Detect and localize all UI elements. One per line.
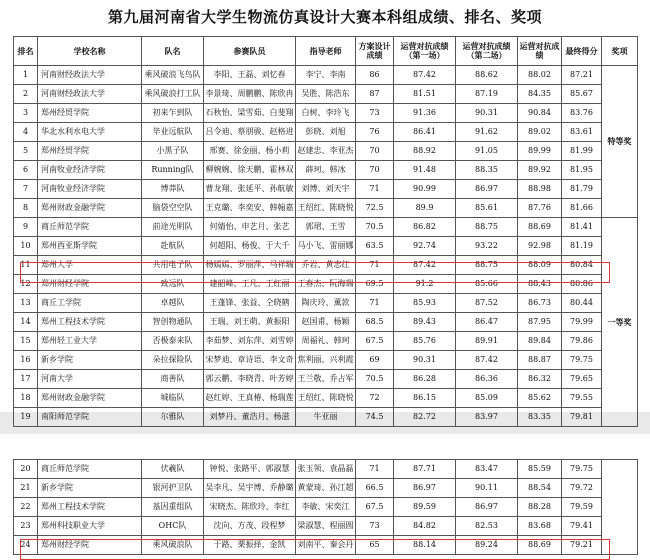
cell-members: 何超阳、杨俊、于大千	[204, 237, 296, 256]
cell-s2: 93.22	[456, 237, 518, 256]
header-final: 最终得分	[562, 37, 602, 66]
cell-advisor: 白树、李玲飞	[296, 104, 356, 123]
cell-advisor: 乔岩、黄志红	[296, 256, 356, 275]
cell-team: 博莽队	[142, 180, 204, 199]
cell-team: 商善队	[142, 370, 204, 389]
cell-team: 伏羲队	[142, 460, 204, 479]
cell-s1: 87.71	[394, 460, 456, 479]
cell-team: 城临队	[142, 389, 204, 408]
cell-s1: 89.59	[394, 498, 456, 517]
header-rank: 排名	[14, 37, 38, 66]
cell-s1: 86.41	[394, 123, 456, 142]
cell-final: 80.86	[562, 275, 602, 294]
cell-school: 华北水利水电大学	[38, 123, 142, 142]
cell-s1: 91.36	[394, 104, 456, 123]
cell-team: 乘风破浪队	[142, 536, 204, 555]
cell-team: 初来乍到队	[142, 104, 204, 123]
cell-advisor: 王兰敬、乔占军	[296, 370, 356, 389]
cell-advisor: 彭晓、刘旭	[296, 123, 356, 142]
cell-design: 69	[356, 351, 394, 370]
cell-team: 致远队	[142, 275, 204, 294]
cell-s2: 85.09	[456, 389, 518, 408]
cell-design: 73	[356, 104, 394, 123]
cell-s2: 87.42	[456, 351, 518, 370]
cell-s1: 88.92	[394, 142, 456, 161]
cell-school: 河南财经政法大学	[38, 66, 142, 85]
cell-school: 郑州财经学院	[38, 275, 142, 294]
cell-team: 赴航队	[142, 237, 204, 256]
cell-rank: 15	[14, 332, 38, 351]
cell-school: 郑州工程技术学院	[38, 498, 142, 517]
cell-advisor: 焦利丽、兴利霞	[296, 351, 356, 370]
cell-final: 79.75	[562, 351, 602, 370]
cell-school: 郑州经贸学院	[38, 104, 142, 123]
cell-team: OHC队	[142, 517, 204, 536]
cell-final: 80.84	[562, 256, 602, 275]
cell-final: 79.99	[562, 313, 602, 332]
cell-avg: 92.98	[518, 237, 562, 256]
cell-s1: 81.51	[394, 85, 456, 104]
cell-avg: 89.02	[518, 123, 562, 142]
table-row	[14, 199, 638, 218]
cell-final: 79.65	[562, 370, 602, 389]
cell-final: 79.41	[562, 517, 602, 536]
cell-advisor: 陶庆玲、薰款	[296, 294, 356, 313]
cell-final: 79.86	[562, 332, 602, 351]
cell-team: 银河护卫队	[142, 479, 204, 498]
cell-rank: 3	[14, 104, 38, 123]
cell-final: 79.72	[562, 479, 602, 498]
cell-team: 否极泰来队	[142, 332, 204, 351]
cell-advisor: 王绍红、陈晓悦	[296, 389, 356, 408]
cell-members: 赵红婷、王真椿、杨瑞莲	[204, 389, 296, 408]
cell-rank: 20	[14, 460, 38, 479]
award-cell-empty	[602, 460, 638, 555]
table-row	[14, 218, 638, 237]
cell-final: 81.66	[562, 199, 602, 218]
cell-s2: 87.19	[456, 85, 518, 104]
cell-avg: 87.76	[518, 199, 562, 218]
cell-avg: 88.54	[518, 479, 562, 498]
cell-s1: 87.42	[394, 66, 456, 85]
cell-s1: 85.93	[394, 294, 456, 313]
cell-design: 70.5	[356, 370, 394, 389]
cell-s1: 91.48	[394, 161, 456, 180]
cell-school: 商丘工学院	[38, 294, 142, 313]
cell-advisor: 郭珺、王雪	[296, 218, 356, 237]
cell-avg: 90.84	[518, 104, 562, 123]
cell-s1: 89.43	[394, 313, 456, 332]
cell-avg: 83.35	[518, 408, 562, 427]
table-row	[14, 536, 638, 555]
cell-team: 脑袋空空队	[142, 199, 204, 218]
cell-final: 81.41	[562, 218, 602, 237]
cell-members: 吕令迪、蔡朋骏、赵格进	[204, 123, 296, 142]
table-row	[14, 517, 638, 536]
cell-s1: 86.28	[394, 370, 456, 389]
cell-design: 70	[356, 142, 394, 161]
table-row	[14, 104, 638, 123]
cell-team: 共用电子队	[142, 256, 204, 275]
cell-members: 沈向、方茂、段程梦	[204, 517, 296, 536]
cell-school: 河南财经政法大学	[38, 85, 142, 104]
cell-s1: 86.15	[394, 389, 456, 408]
cell-advisor: 张玉领、袁晶磊	[296, 460, 356, 479]
table-row	[14, 161, 638, 180]
cell-design: 68.5	[356, 313, 394, 332]
table-row	[14, 294, 638, 313]
cell-design: 86	[356, 66, 394, 85]
cell-avg: 86.32	[518, 370, 562, 389]
table-row	[14, 332, 638, 351]
cell-school: 商丘师范学院	[38, 460, 142, 479]
table-row	[14, 498, 638, 517]
cell-avg: 88.43	[518, 275, 562, 294]
cell-rank: 2	[14, 85, 38, 104]
cell-s1: 84.82	[394, 517, 456, 536]
cell-advisor: 王绍红、陈晓悦	[296, 199, 356, 218]
cell-design: 71	[356, 180, 394, 199]
cell-rank: 6	[14, 161, 38, 180]
cell-advisor: 牛亚丽	[296, 408, 356, 427]
cell-advisor: 周福礼、韩珂	[296, 332, 356, 351]
cell-final: 79.75	[562, 460, 602, 479]
cell-members: 曹龙翔、张延平、孙航敏	[204, 180, 296, 199]
cell-avg: 88.69	[518, 218, 562, 237]
header-team: 队名	[142, 37, 204, 66]
header-s2: 运营对抗成绩（第二场）	[456, 37, 518, 66]
cell-final: 79.55	[562, 389, 602, 408]
cell-school: 郑州科技职业大学	[38, 517, 142, 536]
cell-s2: 85.61	[456, 199, 518, 218]
cell-s2: 86.97	[456, 498, 518, 517]
cell-advisor: 赵建忠、李亚杰	[296, 142, 356, 161]
cell-team: 卓越队	[142, 294, 204, 313]
cell-rank: 17	[14, 370, 38, 389]
cell-s1: 86.82	[394, 218, 456, 237]
cell-school: 河南牧业经济学院	[38, 180, 142, 199]
cell-design: 87	[356, 85, 394, 104]
cell-s2: 91.62	[456, 123, 518, 142]
cell-s1: 87.42	[394, 256, 456, 275]
cell-final: 81.99	[562, 142, 602, 161]
cell-s2: 91.05	[456, 142, 518, 161]
cell-design: 65	[356, 536, 394, 555]
cell-design: 71	[356, 294, 394, 313]
cell-school: 郑州经贸学院	[38, 142, 142, 161]
cell-rank: 13	[14, 294, 38, 313]
cell-s1: 89.9	[394, 199, 456, 218]
results-table-page-2	[13, 459, 638, 555]
cell-school: 郑州西亚斯学院	[38, 237, 142, 256]
cell-s1: 90.31	[394, 351, 456, 370]
cell-s2: 86.47	[456, 313, 518, 332]
cell-s1: 85.76	[394, 332, 456, 351]
cell-s2: 83.47	[456, 460, 518, 479]
cell-design: 71	[356, 460, 394, 479]
cell-team: 智创物通队	[142, 313, 204, 332]
cell-s2: 90.31	[456, 104, 518, 123]
award-cell-first: 一等奖	[602, 218, 638, 427]
cell-s1: 88.14	[394, 536, 456, 555]
table-row	[14, 479, 638, 498]
cell-rank: 11	[14, 256, 38, 275]
cell-s1: 90.99	[394, 180, 456, 199]
table-row	[14, 460, 638, 479]
cell-rank: 4	[14, 123, 38, 142]
cell-rank: 9	[14, 218, 38, 237]
cell-members: 刘梦丹、董浩月、杨滋	[204, 408, 296, 427]
cell-team: Running队	[142, 161, 204, 180]
cell-school: 郑州财经学院	[38, 536, 142, 555]
cell-advisor: 王春杰、阮海瑞	[296, 275, 356, 294]
cell-rank: 24	[14, 536, 38, 555]
cell-design: 73	[356, 517, 394, 536]
table-row	[14, 370, 638, 389]
cell-advisor: 马小飞、雷丽娜	[296, 237, 356, 256]
cell-s1: 86.97	[394, 479, 456, 498]
header-design: 方案设计成绩	[356, 37, 394, 66]
cell-s2: 85.66	[456, 275, 518, 294]
cell-design: 70.5	[356, 218, 394, 237]
header-members: 参赛队员	[204, 37, 296, 66]
cell-design: 63.5	[356, 237, 394, 256]
cell-avg: 88.69	[518, 536, 562, 555]
cell-team: 前途光明队	[142, 218, 204, 237]
cell-design: 72.5	[356, 199, 394, 218]
cell-team: 毕业远航队	[142, 123, 204, 142]
cell-school: 郑州轻工业大学	[38, 332, 142, 351]
cell-s2: 87.52	[456, 294, 518, 313]
cell-members: 宋梦迪、章诗语、李文奇	[204, 351, 296, 370]
cell-members: 王克璐、李奕安、韩翰嘉	[204, 199, 296, 218]
cell-final: 81.95	[562, 161, 602, 180]
cell-final: 81.79	[562, 180, 602, 199]
table-row	[14, 389, 638, 408]
cell-avg: 89.92	[518, 161, 562, 180]
cell-design: 66.5	[356, 479, 394, 498]
cell-members: 吴李凡、吴宇博、乔静璐	[204, 479, 296, 498]
award-cell-special: 特等奖	[602, 66, 638, 218]
table-row	[14, 180, 638, 199]
cell-team: 基因重组队	[142, 498, 204, 517]
cell-advisor: 梁淑慧、程丽圆	[296, 517, 356, 536]
cell-rank: 23	[14, 517, 38, 536]
cell-members: 杨嫣嫣、罗丽萍、马祥瑞	[204, 256, 296, 275]
cell-school: 新乡学院	[38, 479, 142, 498]
table-row	[14, 85, 638, 104]
cell-advisor: 吴胜、陈浩东	[296, 85, 356, 104]
cell-team: 乘风破浪飞鸟队	[142, 66, 204, 85]
header-row	[14, 37, 638, 66]
cell-final: 81.19	[562, 237, 602, 256]
cell-school: 郑州财政金融学院	[38, 199, 142, 218]
cell-final: 79.59	[562, 498, 602, 517]
cell-s2: 89.24	[456, 536, 518, 555]
cell-avg: 88.02	[518, 66, 562, 85]
cell-advisor: 黄蒙琦、孙江超	[296, 479, 356, 498]
table-row	[14, 275, 638, 294]
cell-design: 67.5	[356, 332, 394, 351]
cell-team: 乘风破浪打工队	[142, 85, 204, 104]
cell-members: 柳婉婉、徐天鹏、霍林双	[204, 161, 296, 180]
cell-school: 商丘师范学院	[38, 218, 142, 237]
cell-advisor: 李敏、宋奕江	[296, 498, 356, 517]
cell-advisor: 薛珂、韩冰	[296, 161, 356, 180]
cell-avg: 85.62	[518, 389, 562, 408]
cell-avg: 85.59	[518, 460, 562, 479]
cell-design: 76	[356, 123, 394, 142]
cell-rank: 21	[14, 479, 38, 498]
cell-rank: 5	[14, 142, 38, 161]
table-row	[14, 142, 638, 161]
cell-school: 南阳师范学院	[38, 408, 142, 427]
table-row	[14, 408, 638, 427]
cell-members: 郭云鹏、李晓青、叶芳婷	[204, 370, 296, 389]
header-s1: 运营对抗成绩（第一场）	[394, 37, 456, 66]
cell-advisor: 李宁、李南	[296, 66, 356, 85]
cell-design: 74.5	[356, 408, 394, 427]
cell-final: 83.61	[562, 123, 602, 142]
header-school: 学校名称	[38, 37, 142, 66]
cell-members: 邢赛、徐金丽、杨小莉	[204, 142, 296, 161]
cell-team: 尔雅队	[142, 408, 204, 427]
cell-rank: 18	[14, 389, 38, 408]
cell-final: 79.81	[562, 408, 602, 427]
cell-avg: 89.84	[518, 332, 562, 351]
cell-s2: 88.62	[456, 66, 518, 85]
table-row	[14, 123, 638, 142]
cell-rank: 10	[14, 237, 38, 256]
cell-design: 71	[356, 256, 394, 275]
cell-final: 83.76	[562, 104, 602, 123]
cell-s2: 88.35	[456, 161, 518, 180]
cell-members: 建韶峰、王凡、王红丽	[204, 275, 296, 294]
cell-team: 朵拉探险队	[142, 351, 204, 370]
cell-avg: 88.09	[518, 256, 562, 275]
cell-avg: 88.87	[518, 351, 562, 370]
cell-design: 69.5	[356, 275, 394, 294]
cell-members: 何婧怡、申艺月、张艺	[204, 218, 296, 237]
cell-members: 宋晓杰、陈欣玲、李红	[204, 498, 296, 517]
cell-advisor: 刘南平、秦会丹	[296, 536, 356, 555]
cell-s1: 92.74	[394, 237, 456, 256]
cell-s1: 82.72	[394, 408, 456, 427]
table-row	[14, 237, 638, 256]
cell-s2: 90.11	[456, 479, 518, 498]
cell-s1: 91.2	[394, 275, 456, 294]
cell-final: 79.21	[562, 536, 602, 555]
page-title: 第九届河南省大学生物流仿真设计大赛本科组成绩、排名、奖项	[107, 8, 542, 26]
cell-s2: 89.91	[456, 332, 518, 351]
cell-s2: 88.75	[456, 256, 518, 275]
cell-school: 郑州工程技术学院	[38, 313, 142, 332]
cell-avg: 88.98	[518, 180, 562, 199]
cell-school: 河南大学	[38, 370, 142, 389]
cell-rank: 1	[14, 66, 38, 85]
cell-school: 河南牧业经济学院	[38, 161, 142, 180]
cell-avg: 88.28	[518, 498, 562, 517]
cell-avg: 84.35	[518, 85, 562, 104]
cell-rank: 22	[14, 498, 38, 517]
cell-members: 石秋怡、梁雪茹、白斐翔	[204, 104, 296, 123]
cell-rank: 16	[14, 351, 38, 370]
cell-rank: 14	[14, 313, 38, 332]
cell-members: 钟悦、张路平、郭淑慧	[204, 460, 296, 479]
cell-design: 67.5	[356, 498, 394, 517]
cell-advisor: 刘博、刘天宇	[296, 180, 356, 199]
table-row	[14, 351, 638, 370]
cell-members: 王蓬锋、张益、仝晓鹤	[204, 294, 296, 313]
cell-s2: 86.36	[456, 370, 518, 389]
cell-s2: 86.97	[456, 180, 518, 199]
cell-avg: 87.95	[518, 313, 562, 332]
cell-avg: 89.99	[518, 142, 562, 161]
cell-avg: 83.68	[518, 517, 562, 536]
results-table-page-1	[13, 36, 638, 427]
cell-final: 80.44	[562, 294, 602, 313]
cell-school: 新乡学院	[38, 351, 142, 370]
cell-team: 小黑子队	[142, 142, 204, 161]
header-award: 奖项	[602, 37, 638, 66]
cell-members: 李景琦、周鹏鹏、陈欣冉	[204, 85, 296, 104]
cell-s2: 83.97	[456, 408, 518, 427]
table-row	[14, 66, 638, 85]
cell-avg: 86.73	[518, 294, 562, 313]
cell-members: 于路、栗振择、金凯	[204, 536, 296, 555]
cell-s2: 88.75	[456, 218, 518, 237]
cell-final: 85.67	[562, 85, 602, 104]
cell-rank: 19	[14, 408, 38, 427]
table-row	[14, 256, 638, 275]
cell-school: 郑州财政金融学院	[38, 389, 142, 408]
cell-rank: 8	[14, 199, 38, 218]
cell-school: 郑州大学	[38, 256, 142, 275]
cell-s2: 82.53	[456, 517, 518, 536]
header-advisor: 指导老师	[296, 37, 356, 66]
cell-members: 王瑞、刘王萌、黄振阳	[204, 313, 296, 332]
cell-rank: 12	[14, 275, 38, 294]
cell-rank: 7	[14, 180, 38, 199]
cell-design: 72	[356, 389, 394, 408]
header-avg: 运营对抗成绩	[518, 37, 562, 66]
cell-members: 李茹梦、刘东萍、刘雪婷	[204, 332, 296, 351]
cell-advisor: 赵国甫、杨颖	[296, 313, 356, 332]
table-row	[14, 313, 638, 332]
cell-members: 李阳、王磊、刘忆春	[204, 66, 296, 85]
cell-design: 70	[356, 161, 394, 180]
cell-final: 87.21	[562, 66, 602, 85]
